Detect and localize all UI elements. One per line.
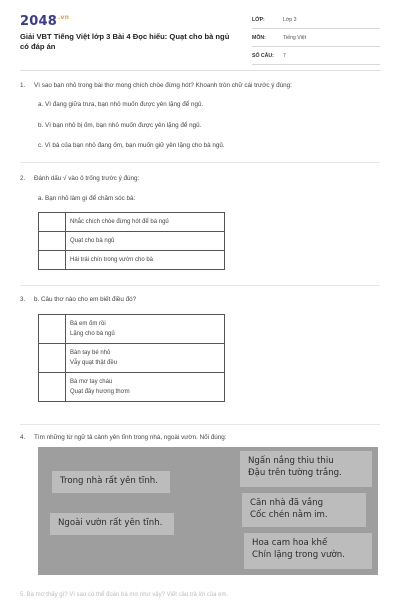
matching-image	[38, 447, 378, 575]
logo-suffix: .vn	[57, 14, 70, 21]
answer-checkbox[interactable]	[39, 344, 66, 373]
answer-label	[66, 373, 225, 402]
table-row	[39, 373, 225, 402]
card-line: Chín lặng trong vườn.	[252, 550, 345, 560]
answer-label	[66, 315, 225, 344]
table-row	[39, 344, 225, 373]
left-card-1[interactable]: Trong nhà rất yên tĩnh.	[52, 471, 170, 493]
answer-checkbox[interactable]	[39, 315, 66, 344]
answer-checkbox[interactable]	[39, 213, 66, 232]
meta-panel	[252, 14, 380, 68]
section-divider	[20, 424, 380, 425]
question-text: b. Câu thơ nào cho em biết điều đó?	[34, 296, 137, 303]
answer-label	[66, 344, 225, 373]
question-text: Vì sao bạn nhỏ trong bài thơ mong chích chòe đừng hót? Khoanh tròn chữ cái trước ý đúng:	[34, 82, 292, 89]
answer-label: Nhắc chích chòe đừng hót để bà ngủ	[66, 213, 225, 232]
table-row	[39, 213, 225, 232]
site-logo[interactable]	[20, 14, 69, 29]
card-line: Căn nhà đã vắng	[250, 498, 324, 508]
answer-checkbox[interactable]	[39, 373, 66, 402]
meta-key: MÔN:	[252, 35, 266, 41]
question-number: 1.	[20, 82, 26, 89]
section-divider	[20, 285, 380, 286]
meta-key: LỚP:	[252, 17, 265, 23]
meta-value: Tiếng Việt	[283, 35, 307, 41]
question-text: Đánh dấu √ vào ô trống trước ý đúng:	[34, 175, 140, 182]
meta-row-count	[252, 50, 380, 65]
question-number: 3.	[20, 296, 26, 303]
card-line: Ngấn nắng thiu thiu	[248, 456, 334, 466]
verse-line: Lặng cho bà ngủ	[70, 331, 115, 337]
answer-table-q2	[38, 212, 225, 270]
question-2-subprompt: a. Bạn nhỏ làm gì để chăm sóc bà:	[38, 195, 136, 202]
card-line: Cốc chén nằm im.	[250, 510, 328, 520]
meta-row-class	[252, 14, 380, 29]
question-number: 2.	[20, 175, 26, 182]
question-number: 4.	[20, 434, 26, 441]
option-a[interactable]: a. Vì đang giữa trưa, bạn nhỏ muốn được yên lặng để ngủ.	[38, 101, 204, 108]
verse-line: Vẫy quạt thật đều	[70, 360, 118, 366]
document-title: Giải VBT Tiếng Việt lớp 3 Bài 4 Đọc hiểu: Quạt cho bà ngủ có đáp án	[20, 32, 230, 51]
meta-key: SỐ CÂU:	[252, 53, 274, 59]
left-card-2[interactable]: Ngoài vườn rất yên tĩnh.	[50, 513, 174, 535]
option-c[interactable]: c. Vì bà của bạn nhỏ đang ốm, bạn muốn giữ yên lặng cho bà ngủ.	[38, 142, 225, 149]
table-row	[39, 315, 225, 344]
answer-checkbox[interactable]	[39, 251, 66, 270]
meta-row-subject	[252, 32, 380, 47]
answer-label: Quạt cho bà ngủ	[66, 232, 225, 251]
right-card-2[interactable]	[242, 493, 366, 527]
answer-checkbox[interactable]	[39, 232, 66, 251]
meta-value: 7	[283, 53, 286, 59]
logo-text: 2048	[20, 14, 57, 29]
right-card-3[interactable]	[244, 533, 372, 569]
page-header	[0, 0, 400, 66]
card-line: Đậu trên tường trắng.	[248, 468, 342, 478]
verse-line: Bàn tay bé nhỏ	[70, 350, 111, 356]
meta-value: Lớp 3	[283, 17, 297, 23]
section-divider	[20, 162, 380, 163]
answer-table-q3	[38, 314, 225, 402]
verse-line: Bà mơ tay cháu	[70, 379, 113, 385]
question-text: Tìm những từ ngữ tả cảnh yên tĩnh trong nhà, ngoài vườn. Nối đúng:	[34, 434, 227, 441]
table-row	[39, 251, 225, 270]
header-divider	[20, 70, 380, 71]
verse-line: Quạt đầy hương thơm	[70, 389, 130, 395]
answer-label: Hái trái chín trong vườn cho bà	[66, 251, 225, 270]
next-question-partial: 5. Bà mơ thấy gì? Vì sao có thể đoán bà mơ như vậy? Viết câu trả lời của em.	[20, 592, 229, 598]
card-line: Hoa cam hoa khế	[252, 538, 328, 548]
table-row	[39, 232, 225, 251]
right-card-1[interactable]	[240, 451, 372, 487]
verse-line: Bà em ốm rồi	[70, 321, 106, 327]
option-b[interactable]: b. Vì bạn nhỏ bị ốm, bạn nhỏ muốn được yên lặng để ngủ.	[38, 122, 202, 129]
